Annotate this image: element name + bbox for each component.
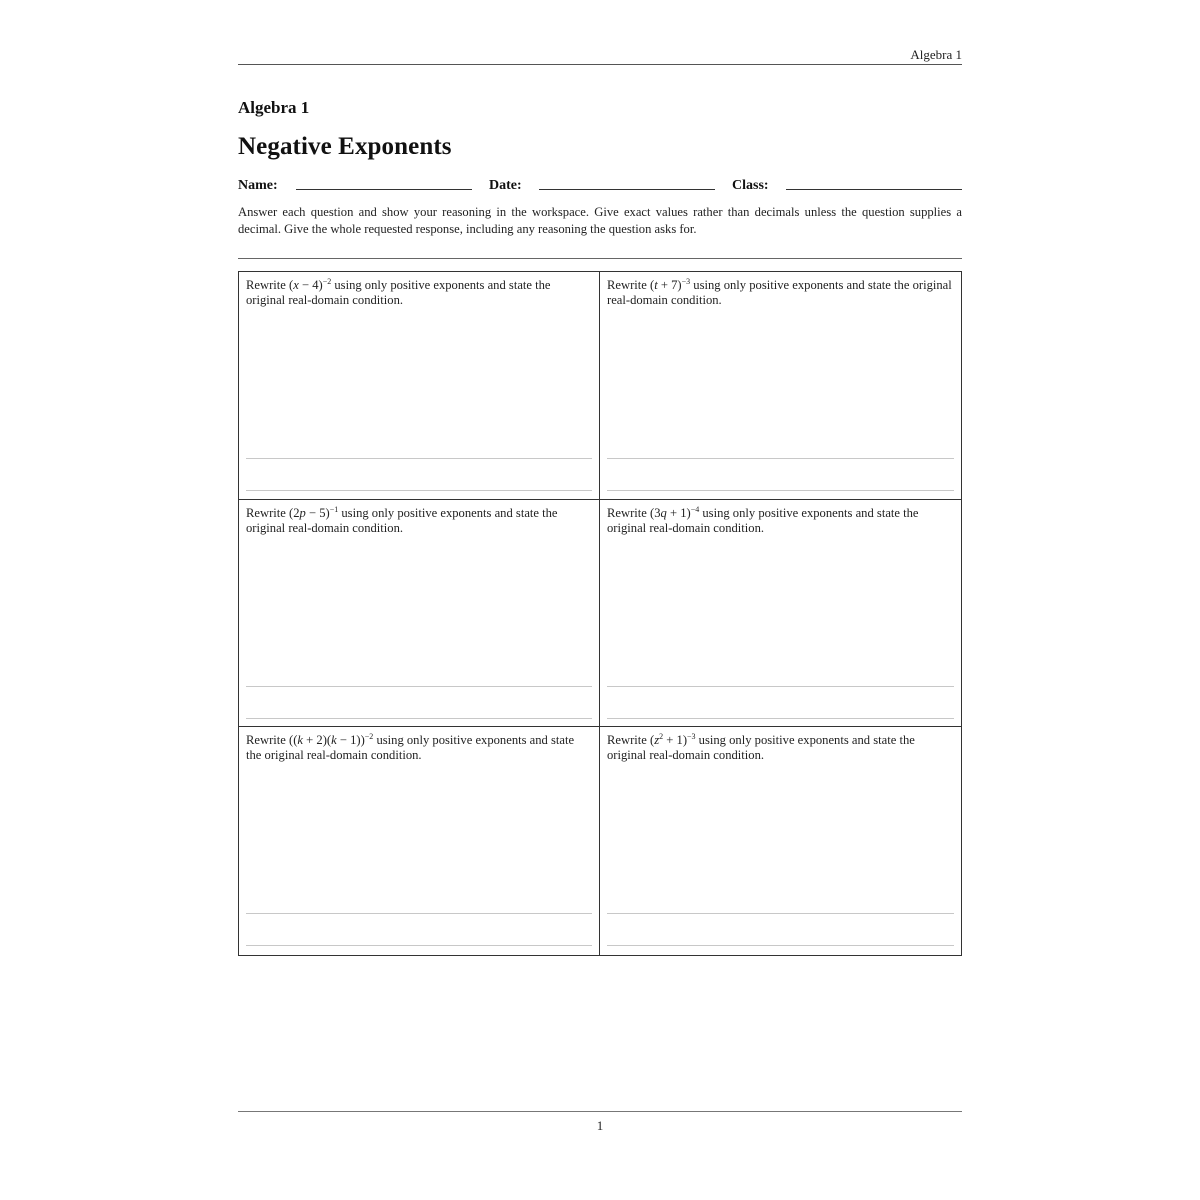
- math-expression: $(3q + 1)^{-4}$: [650, 504, 700, 520]
- prompt-tail: using only positive exponents and state the original real-domain condition.: [607, 733, 915, 763]
- course-heading: Algebra 1: [238, 98, 310, 117]
- prompt-lead: Rewrite: [607, 505, 651, 520]
- instructions-rule: [238, 258, 962, 259]
- answer-line[interactable]: [246, 458, 592, 459]
- question-prompt: [246, 278, 591, 308]
- answer-line[interactable]: [246, 913, 592, 914]
- page-title: Negative Exponents: [238, 133, 452, 160]
- question-cell[interactable]: [600, 727, 961, 955]
- question-prompt: [607, 733, 953, 763]
- running-head: Algebra 1: [910, 47, 962, 62]
- prompt-lead: Rewrite: [607, 278, 651, 292]
- prompt-lead: Rewrite: [246, 505, 290, 520]
- name-field[interactable]: [296, 189, 472, 190]
- answer-line[interactable]: [607, 686, 954, 687]
- math-expression: $(t + 7)^{-3}$: [650, 276, 691, 292]
- math-expression: $(2p - 5)^{-1}$: [289, 504, 339, 520]
- prompt-tail: using only positive exponents and state the original real-domain condition.: [246, 278, 551, 307]
- question-cell[interactable]: [239, 500, 600, 728]
- prompt-tail: using only positive exponents and state the original real-domain condition.: [246, 505, 558, 535]
- date-field[interactable]: [539, 189, 715, 190]
- question-prompt: [607, 506, 953, 536]
- answer-line[interactable]: [246, 490, 592, 491]
- math-expression: $((k + 2)(k - 1))^{-2}$: [289, 732, 374, 748]
- answer-line[interactable]: [246, 945, 592, 946]
- page-number: 1: [596, 1118, 604, 1133]
- class-field[interactable]: [786, 189, 962, 190]
- date-label: Date:: [489, 178, 522, 193]
- question-prompt: [246, 506, 591, 536]
- student-info-fields: [238, 176, 962, 196]
- footer-rule: [238, 1111, 962, 1112]
- math-expression: $(x - 4)^{-2}$: [289, 276, 332, 292]
- prompt-lead: Rewrite: [607, 733, 651, 748]
- instructions: Answer each question and show your reasoning in the workspace. Give exact values rather than decimals unless the question supplies a decimal. Give the whole requested response, including any reasoning the question asks for.: [238, 205, 962, 236]
- question-cell[interactable]: [600, 500, 961, 728]
- answer-line[interactable]: [607, 945, 954, 946]
- question-grid: [238, 271, 962, 956]
- prompt-lead: Rewrite: [246, 733, 290, 748]
- prompt-tail: using only positive exponents and state the original real-domain condition.: [607, 278, 952, 307]
- answer-line[interactable]: [607, 490, 954, 491]
- answer-line[interactable]: [607, 458, 954, 459]
- answer-line[interactable]: [246, 718, 592, 719]
- question-cell[interactable]: [239, 272, 600, 500]
- question-prompt: [246, 733, 591, 763]
- answer-line[interactable]: [246, 686, 592, 687]
- prompt-lead: Rewrite: [246, 278, 290, 292]
- class-label: Class:: [732, 178, 769, 193]
- question-cell[interactable]: [239, 727, 600, 955]
- name-label: Name:: [238, 178, 278, 193]
- worksheet-page: [238, 0, 962, 1200]
- header-rule: [238, 64, 962, 65]
- math-expression: $(z^2 + 1)^{-3}$: [650, 732, 696, 748]
- answer-line[interactable]: [607, 913, 954, 914]
- question-prompt: [607, 278, 953, 308]
- question-cell[interactable]: [600, 272, 961, 500]
- prompt-tail: using only positive exponents and state the original real-domain condition.: [607, 505, 919, 535]
- answer-line[interactable]: [607, 718, 954, 719]
- prompt-tail: using only positive exponents and state the original real-domain condition.: [246, 733, 575, 763]
